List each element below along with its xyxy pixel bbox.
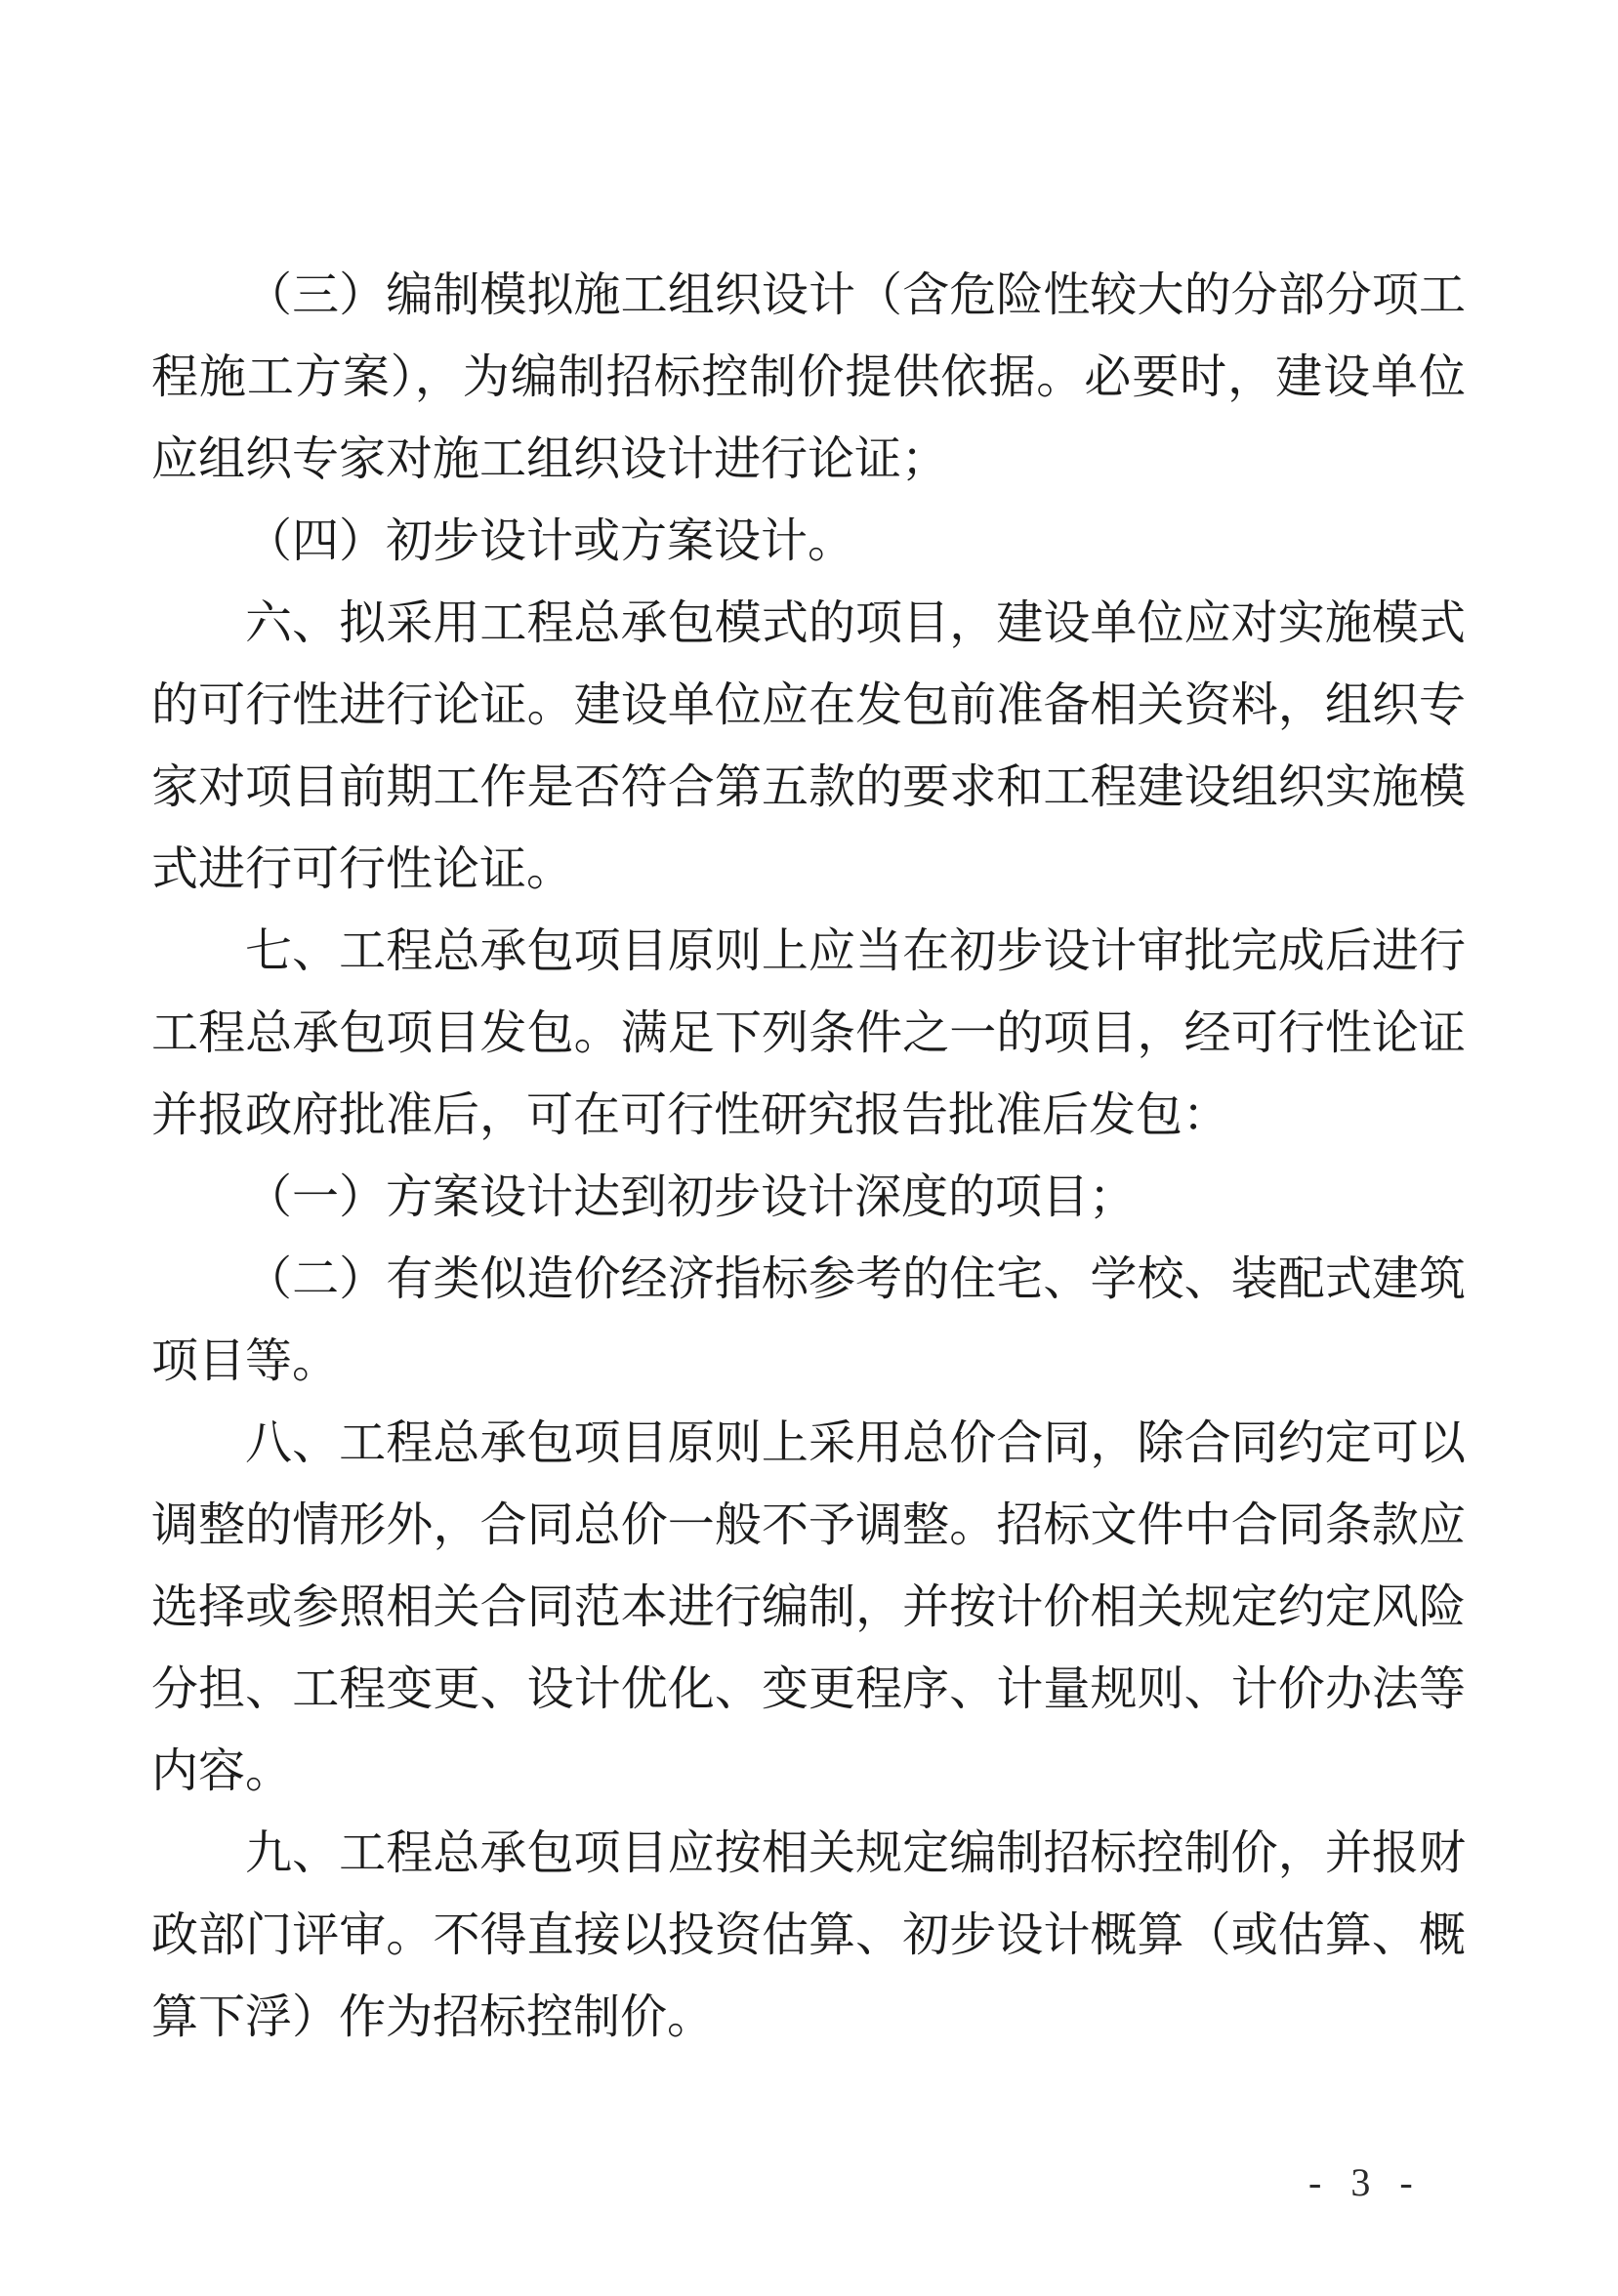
paragraph-clause-8-lump-sum-contract: 八、工程总承包项目原则上采用总价合同，除合同约定可以调整的情形外，合同总价一般不予调整。招标文件中合同条款应选择或参照相关合同范本进行编制，并按计价相关规定约定风险分担、工程变更、设计优化、变更程序、计量规则、计价办法等内容。: [151, 1417, 1466, 1797]
paragraph-clause-9-tender-control-price: 九、工程总承包项目应按相关规定编制招标控制价，并报财政部门评审。不得直接以投资估算、初步设计概算（或估算、概算下浮）作为招标控制价。: [151, 1827, 1466, 2043]
paragraph-item-4-preliminary-design: （四）初步设计或方案设计。: [245, 515, 855, 567]
document-body: [151, 255, 1466, 2059]
paragraph-subitem-1-scheme-depth: （一）方案设计达到初步设计深度的项目；: [245, 1171, 1137, 1223]
paragraph-subitem-2-similar-cost-index: （二）有类似造价经济指标参考的住宅、学校、装配式建筑项目等。: [151, 1253, 1466, 1387]
paragraph-clause-6-feasibility: 六、拟采用工程总承包模式的项目，建设单位应对实施模式的可行性进行论证。建设单位应在发包前准备相关资料，组织专家对项目前期工作是否符合第五款的要求和工程建设组织实施模式进行可行性论证。: [151, 597, 1466, 895]
page-number: - 3 -: [1308, 2160, 1423, 2204]
paragraph-item-3-simulated-construction-design: （三）编制模拟施工组织设计（含危险性较大的分部分项工程施工方案），为编制招标控制价提供依据。必要时，建设单位应组织专家对施工组织设计进行论证；: [151, 269, 1466, 485]
paragraph-clause-7-tendering-timing: 七、工程总承包项目原则上应当在初步设计审批完成后进行工程总承包项目发包。满足下列条件之一的项目，经可行性论证并报政府批准后，可在可行性研究报告批准后发包：: [151, 925, 1466, 1141]
